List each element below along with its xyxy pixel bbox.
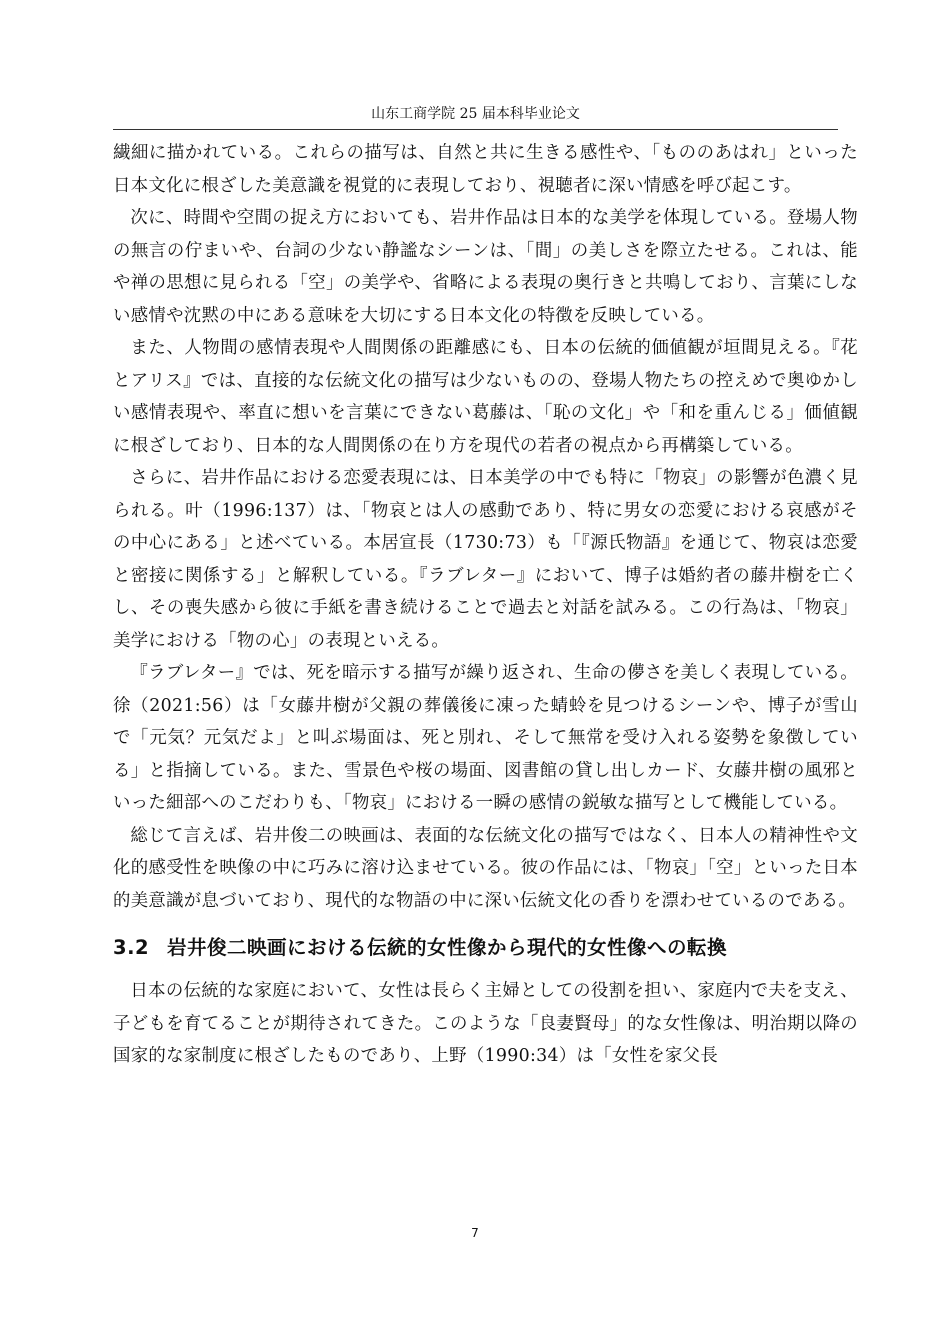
- running-header: 山东工商学院 25 届本科毕业论文: [371, 106, 580, 122]
- section-number: 3.2: [113, 936, 150, 959]
- paragraph: 日本の伝統的な家庭において、女性は長らく主婦としての役割を担い、家庭内で夫を支え、子どもを育てることが期待されてきた。このような「良妻賢母」的な女性像は、明治期以降の国家的な家制度に根ざしたものであり、上野（1990:34）は「女性を家父長: [113, 981, 859, 1066]
- section-title: 岩井俊二映画における伝統的女性像から現代的女性像への転換: [167, 936, 728, 959]
- paragraph: 次に、時間や空間の捉え方においても、岩井作品は日本的な美学を体現している。登場人物の無言の佇まいや、台詞の少ない静謐なシーンは、「間」の美しさを際立たせる。これは、能や禅の思想に見られる「空」の美学や、省略による表現の奥行きと共鳴しており、言葉にしない感情や沈黙の中にある意味を大切にする日本文化の特徴を反映している。: [113, 208, 858, 326]
- paragraph: 繊細に描かれている。これらの描写は、自然と共に生きる感性や、「もののあはれ」といった日本文化に根ざした美意識を視覚的に表現しており、視聴者に深い情感を呼び起こす。: [113, 143, 858, 196]
- paragraph: また、人物間の感情表現や人間関係の距離感にも、日本の伝統的価値観が垣間見える。『花とアリス』では、直接的な伝統文化の描写は少ないものの、登場人物たちの控えめで奥ゆかしい感情表現や、率直に想いを言葉にできない葛藤は、「恥の文化」や「和を重んじる」価値観に根ざしており、日本的な人間関係の在り方を現代の若者の視点から再構築している。: [113, 338, 858, 456]
- page-number: 7: [471, 1226, 479, 1240]
- body-text: [113, 137, 858, 1073]
- paragraph: 『ラブレター』では、死を暗示する描写が繰り返され、生命の儚さを美しく表現している。徐（2021:56）は「女藤井樹が父親の葬儀後に凍った蜻蛉を見つけるシーンや、博子が雪山で「元気？元気だよ」と叫ぶ場面は、死と別れ、そして無常を受け入れる姿勢を象徴している」と指摘している。また、雪景色や桜の場面、図書館の貸し出しカード、女藤井樹の風邪といった細部へのこだわりも、「物哀」における一瞬の感情の鋭敏な描写として機能している。: [113, 663, 858, 813]
- paragraph: 総じて言えば、岩井俊二の映画は、表面的な伝統文化の描写ではなく、日本人の精神性や文化的感受性を映像の中に巧みに溶け込ませている。彼の作品には、「物哀」「空」といった日本的美意識が息づいており、現代的な物語の中に深い伝統文化の香りを漂わせているのである。: [113, 825, 858, 911]
- paragraph: さらに、岩井作品における恋愛表現には、日本美学の中でも特に「物哀」の影響が色濃く見られる。叶（1996:137）は、「物哀とは人の感動であり、特に男女の恋愛における哀感がその中心にある」と述べている。本居宣長（1730:73）も「『源氏物語』を通じて、物哀は恋愛と密接に関係する」と解釈している。『ラブレター』において、博子は婚約者の藤井樹を亡くし、その喪失感から彼に手紙を書き続けることで過去と対話を試みる。この行為は、「物哀」美学における「物の心」の表現といえる。: [113, 468, 858, 651]
- section-heading: [113, 931, 858, 965]
- header-rule: [113, 129, 838, 130]
